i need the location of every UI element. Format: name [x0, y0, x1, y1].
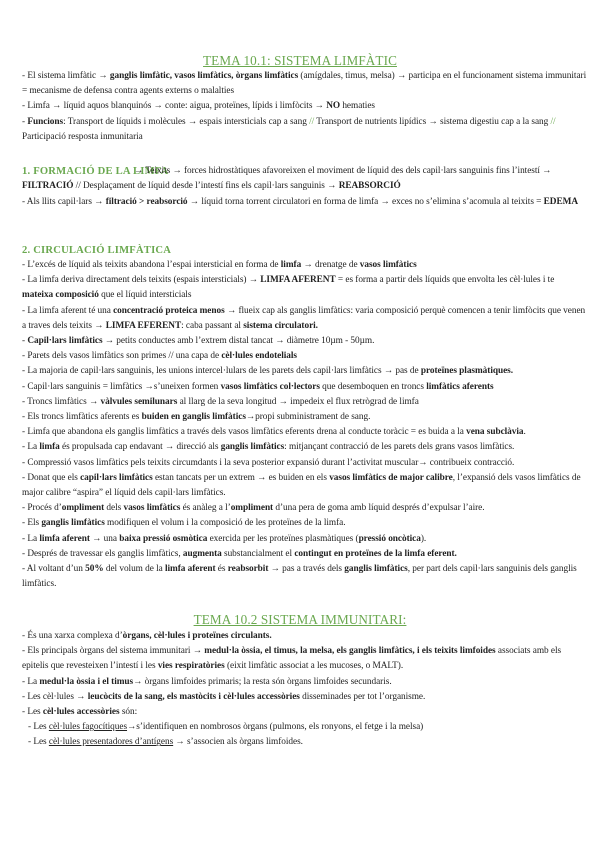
title-tema-10-1: TEMA 10.1: SISTEMA LIMFÀTIC	[203, 53, 397, 68]
intro-line: - El sistema limfàtic → ganglis limfàtic, vasos limfàtics, òrgans limfàtics (amígdales, timus, melsa) → participa en el funcionament sistema immunitari = mecanisme de defensa contra agents externs o malalties	[22, 71, 587, 97]
s2-item: - La limfa aferent té una concentració proteica menos → flueix cap als ganglis limfàtics: varia composició perquè comencen a tenir limfòcits que venen a traves dels teixits → LIMFA EFERENT: caba passant al sistema circulatori.	[22, 305, 586, 331]
t2-item: - Els principals òrgans del sistema immunitari → medul·la òssia, el timus, la melsa, els ganglis limfàtics, i els teixits limfoides associats amb els epitelis que revesteixen l’intestí i les vies respiratòries (eixit limfàtic associat a les mucoses, o MALT).	[22, 646, 562, 672]
s2-item: - Els troncs limfàtics aferents es buiden en ganglis limfàtics→propi subministrament de sang.	[22, 412, 371, 423]
intro-paragraph	[22, 69, 587, 145]
s2-item: - Donat que els capil·lars limfàtics estan tancats per un extrem → es buiden en els vasos limfàtics de major calibre, l’expansió dels vasos limfàtics de major calibre “aspira” el líquid dels capil·lars limfàtics.	[22, 472, 581, 499]
s2-item: - L’excés de líquid als teixits abandona l’espai intersticial en forma de limfa → drenatge de vasos limfàtics	[22, 260, 417, 270]
s1-paragraph-2: - Als llits capil·lars → filtració > reabsorció → líquid torna torrent circulatori en forma de limfa → exces no s’elimina s’acomula al teixits = EDEMA	[22, 197, 578, 207]
s2-item: - Els ganglis limfàtics modifiquen el volum i la composició de les proteïnes de la limfa.	[22, 518, 346, 529]
s2-item: - Procés d’ompliment dels vasos limfàtics és anàleg a l’ompliment d’una pera de goma amb líquid després d’expulsar l’aire.	[22, 503, 485, 514]
s2-item: - Al voltant d’un 50% del volum de la limfa aferent és reabsorbit → pas a través dels ganglis limfàtics, per part dels capil·lars sanguinis dels ganglis limfàtics.	[22, 564, 577, 590]
s2-item: - Limfa que abandona els ganglis limfàtics a través dels vasos limfàtics eferents drena al conducte toràcic = es buida a la vena subclàvia.	[22, 427, 526, 438]
intro-line: - Limfa → líquid aquos blanquinós → conte: aigua, proteïnes, lípids i limfòcits → NO hematies	[22, 101, 375, 112]
s2-item: - Compressió vasos limfàtics pels teixits circumdants i la seva posterior expansió durant l’activitat muscular→ contribueix contracció.	[22, 457, 515, 468]
s2-item: - La limfa és propulsada cap endavant → direcció als ganglis limfàtics: mitjançant contracció de les parets dels grans vasos limfàtics.	[22, 442, 515, 453]
s2-item: - Capil·lars sanguinis = limfàtics →s’uneixen formen vasos limfàtics col·lectors que desemboquen en troncs limfàtics aferents	[22, 381, 494, 392]
t2-item: - És una xarxa complexa d’òrgans, cèl·lules i proteïnes circulants.	[22, 631, 272, 641]
t2-subitem: - Les cèl·lules fagocítiques→s’identifiquen en nombrosos òrgans (pulmons, els ronyons, el fetge i la melsa)	[28, 722, 424, 733]
t2-item: - La medul·la òssia i el timus→ òrgans limfoides primaris; la resta són òrgans limfoides secundaris.	[22, 676, 392, 687]
t2-subitem: - Les cèl·lules presentadores d’antígens → s’associen als òrgans limfoides.	[28, 737, 303, 748]
intro-line: - Funcions: Transport de líquids i molècules → espais intersticials cap a sang // Transport de nutrients lipídics → sistema digestiu cap a la sang // Participació resposta inmunitaria	[22, 116, 556, 142]
s2-item: - La limfa aferent → una baixa pressió osmòtica exercida per les proteïnes plasmàtiques (pressió oncòtica).	[22, 533, 427, 544]
s2-item: - Parets dels vasos limfàtics son primes // una capa de cèl·lules endotelials	[22, 351, 298, 362]
s2-item: - Troncs limfàtics → vàlvules semilunars al llarg de la seva longitud → impedeix el flux retrògrad de limfa	[22, 396, 419, 407]
section-heading-circulacio: 2. CIRCULACIÓ LIMFÀTICA	[22, 245, 172, 256]
s2-list	[22, 258, 587, 592]
title-tema-10-2: TEMA 10.2 SISTEMA IMMUNITARI:	[193, 612, 407, 627]
t2-list	[22, 629, 587, 751]
t2-item: - Les cèl·lules → leucòcits de la sang, els mastòcits i cèl·lules accessòries disseminades per tot l’organisme.	[22, 691, 426, 702]
s1-paragraph-1: → Teixits → forces hidrostàtiques afavoreixen el moviment de líquid des dels capil·lars sanguinis fins l’intestí → FILTRACIÓ // Desplaçament de líquid desde l’intestí fins els capil·lars sanguinis → REABSORCIÓ	[22, 166, 552, 192]
s2-item: - La limfa deriva directament dels teixits (espais intersticials) → LIMFA AFERENT = es forma a partir dels líquids que envolta les cèl·lules i te mateixa composició que el líquid intersticials	[22, 275, 555, 301]
s2-item: - La majoria de capil·lars sanguinis, les unions intercel·lulars de les parets dels capil·lars limfàtics → pas de proteïnes plasmàtiques.	[22, 366, 514, 377]
s2-item: - Després de travessar els ganglis limfàtics, augmenta substancialment el contingut en proteïnes de la limfa eferent.	[22, 548, 457, 559]
t2-item: - Les cèl·lules accessòries són:	[22, 707, 138, 718]
section-heading-formacio: 1. FORMACIÓ DE LA LIMFA	[22, 166, 169, 177]
s2-item: - Capil·lars limfàtics → petits conductes amb l’extrem distal tancat → diàmetre 10µm - 50µm.	[22, 336, 375, 347]
